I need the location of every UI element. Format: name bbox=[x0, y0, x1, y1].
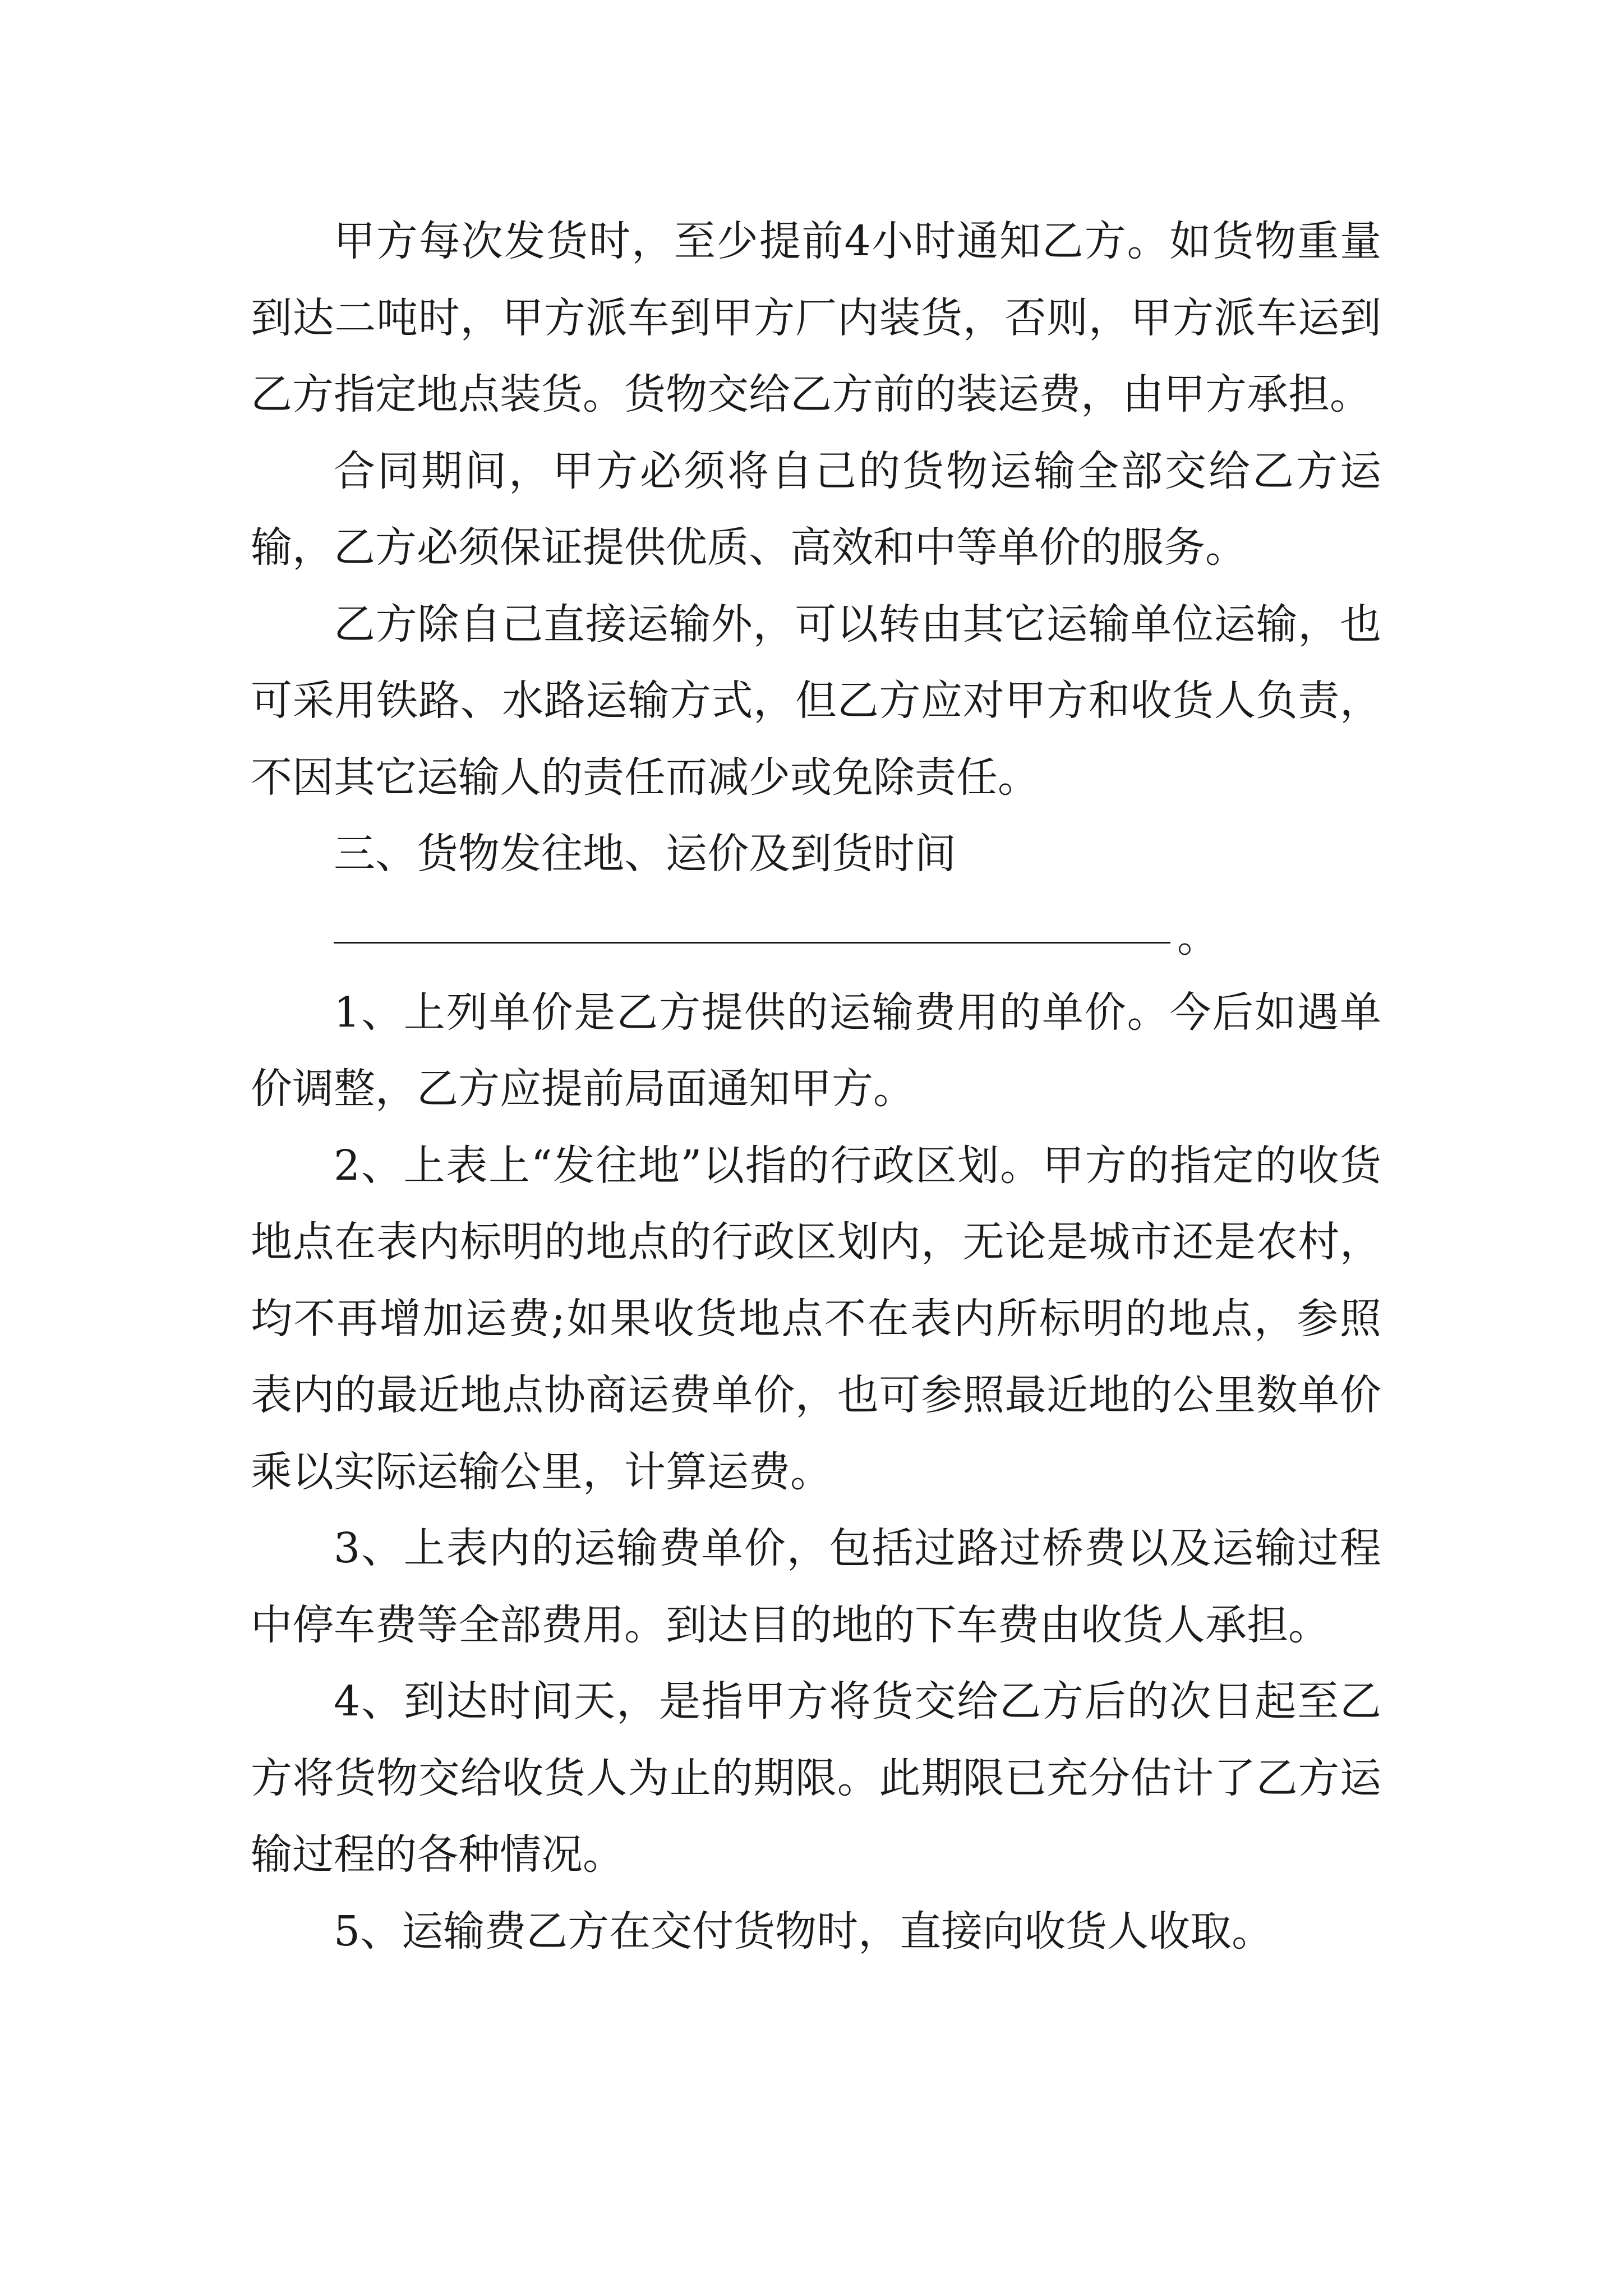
paragraph-subcontract: 乙方除自己直接运输外，可以转由其它运输单位运输，也可采用铁路、水路运输方式，但乙方应对甲方和收货人负责，不因其它运输人的责任而减少或免除责任。 bbox=[251, 600, 1381, 802]
clause-4: 4、到达时间天，是指甲方将货交给乙方后的次日起至乙方将货物交给收货人为止的期限。此期限已充分估计了乙方运输过程的各种情况。 bbox=[251, 1677, 1381, 1879]
blank-period: 。 bbox=[1177, 913, 1219, 961]
clause-3: 3、上表内的运输费单价，包括过路过桥费以及运输过程中停车费等全部费用。到达目的地的下车费由收货人承担。 bbox=[251, 1524, 1381, 1649]
clause-5: 5、运输费乙方在交付货物时，直接向收货人收取。 bbox=[334, 1907, 1274, 1955]
blank-underline bbox=[334, 942, 1170, 944]
section-heading-three: 三、货物发往地、运价及到货时间 bbox=[334, 830, 956, 878]
fill-in-blank-line bbox=[251, 896, 1381, 974]
paragraph-shipping-notice: 甲方每次发货时，至少提前4小时通知乙方。如货物重量到达二吨时，甲方派车到甲方厂内装货，否则，甲方派车运到乙方指定地点装货。货物交给乙方前的装运费，由甲方承担。 bbox=[251, 217, 1381, 418]
clause-1: 1、上列单价是乙方提供的运输费用的单价。今后如遇单价调整，乙方应提前局面通知甲方。 bbox=[251, 988, 1381, 1113]
clause-2: 2、上表上“发往地”以指的行政区划。甲方的指定的收货地点在表内标明的地点的行政区划内，无论是城市还是农村，均不再增加运费;如果收货地点不在表内所标明的地点，参照表内的最近地点协商运费单价，也可参照最近地的公里数单价乘以实际运输公里，计算运费。 bbox=[251, 1141, 1381, 1496]
paragraph-contract-period: 合同期间，甲方必须将自己的货物运输全部交给乙方运输，乙方必须保证提供优质、高效和中等单价的服务。 bbox=[251, 447, 1381, 572]
document-body bbox=[251, 203, 1381, 1970]
